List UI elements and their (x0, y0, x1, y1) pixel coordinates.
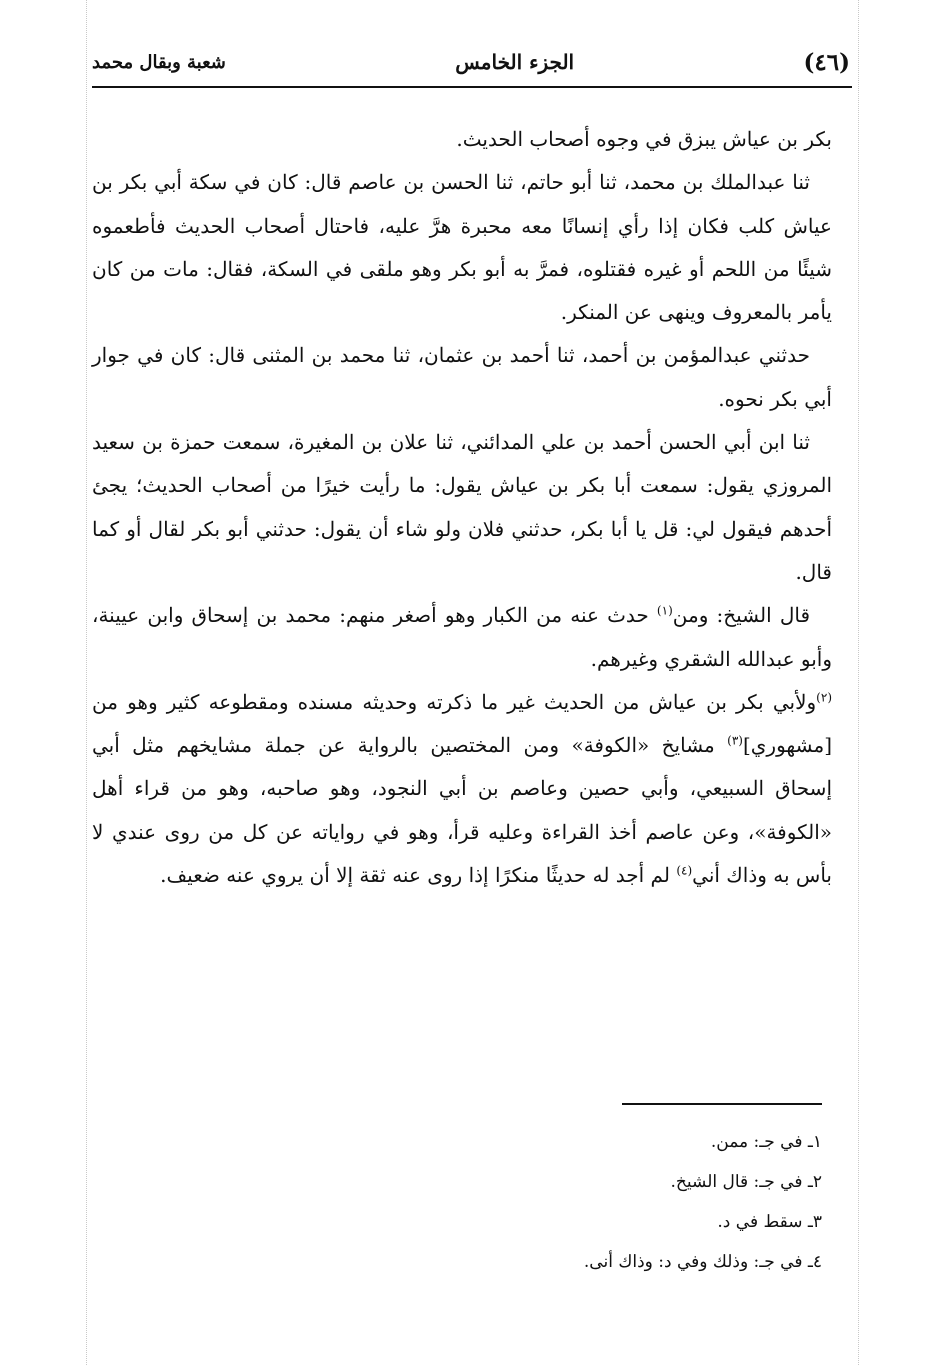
paragraph-text: مشايخ «الكوفة» ومن المختصين بالرواية عن جملة مشايخهم مثل أبي إسحاق السبيعي، وأبي حصين وعاصم بن أبي النجود، وهو صاحبه، وهو من قراء أهل «الكوفة»، وعن عاصم أخذ القراءة وعليه قرأ، وهو في رواياته عن كل من روى عندي لا بأس به وذاك أني (92, 733, 832, 888)
footnote-4: ٤ـ في جـ: وذلك وفي د: وذاك أنى. (583, 1252, 822, 1272)
paragraph: بكر بن عياش يبزق في وجوه أصحاب الحديث. (456, 127, 832, 151)
margin-guide-left (86, 0, 87, 1365)
margin-guide-right (858, 0, 859, 1365)
page-header (92, 42, 850, 82)
footnote-1: ١ـ في جـ: ممن. (710, 1132, 822, 1152)
paragraph: ثنا ابن أبي الحسن أحمد بن علي المدائني، ثنا علان بن المغيرة، سمعت حمزة بن سعيد المروزي يقول: سمعت أبا بكر بن عياش يقول: ما رأيت خيرًا من أصحاب الحديث؛ يجئ أحدهم فيقول لي: قل يا أبا بكر، حدثني فلان ولو شاء أن يقول: حدثني أبو بكر لقال أو كما قال. (92, 430, 832, 584)
footnote-ref-3[interactable]: (٣) (727, 733, 743, 748)
running-head: شعبة وبقال محمد (92, 51, 226, 73)
footnotes (382, 1122, 822, 1282)
footnote-ref-2[interactable]: (٢) (816, 690, 832, 705)
paragraph-text: حدث عنه من الكبار وهو أصغر منهم: محمد بن إسحاق وابن عيينة، وأبو عبدالله الشقري وغيرهم. (92, 603, 832, 671)
paragraph: حدثني عبدالمؤمن بن أحمد، ثنا أحمد بن عثمان، ثنا محمد بن المثنى قال: كان في جوار أبي بكر نحوه. (92, 343, 832, 411)
footnote-ref-4[interactable]: (٤) (676, 863, 693, 878)
paragraph: ثنا عبدالملك بن محمد، ثنا أبو حاتم، ثنا الحسن بن عاصم قال: كان في سكة أبي بكر بن عياش كلب فكان إذا رأي إنسانًا معه محبرة هرَّ عليه، فاحتال أصحاب الحديث فأطعموه شيئًا من اللحم أو غيره فقتلوه، فمرَّ به أبو بكر وهو ملقى في السكة، فقال: مات من كان يأمر بالمعروف وينهى عن المنكر. (92, 170, 832, 325)
body-text (92, 118, 832, 897)
paragraph-text: ولأبي بكر بن عياش من الحديث غير ما ذكرته وحديثه مسنده ومقطوعه كثير وهو من [مشهوري] (92, 689, 832, 758)
page-number: (٤٦) (803, 48, 850, 76)
footnote-ref-1[interactable]: (١) (656, 603, 673, 618)
paragraph-text: لم أجد له حديثًا منكرًا إذا روى عنه ثقة إلا أن يروي عنه ضعيف. (160, 863, 677, 888)
paragraph (92, 681, 832, 897)
footnote-3: ٣ـ سقط في د. (717, 1212, 822, 1232)
paragraph (92, 594, 832, 681)
paragraph-text: قال الشيخ: ومن (672, 603, 811, 628)
header-rule (92, 86, 852, 88)
footnote-2: ٢ـ في جـ: قال الشيخ. (670, 1172, 822, 1192)
part-title: الجزء الخامس (455, 50, 575, 74)
footnote-rule (622, 1103, 822, 1105)
